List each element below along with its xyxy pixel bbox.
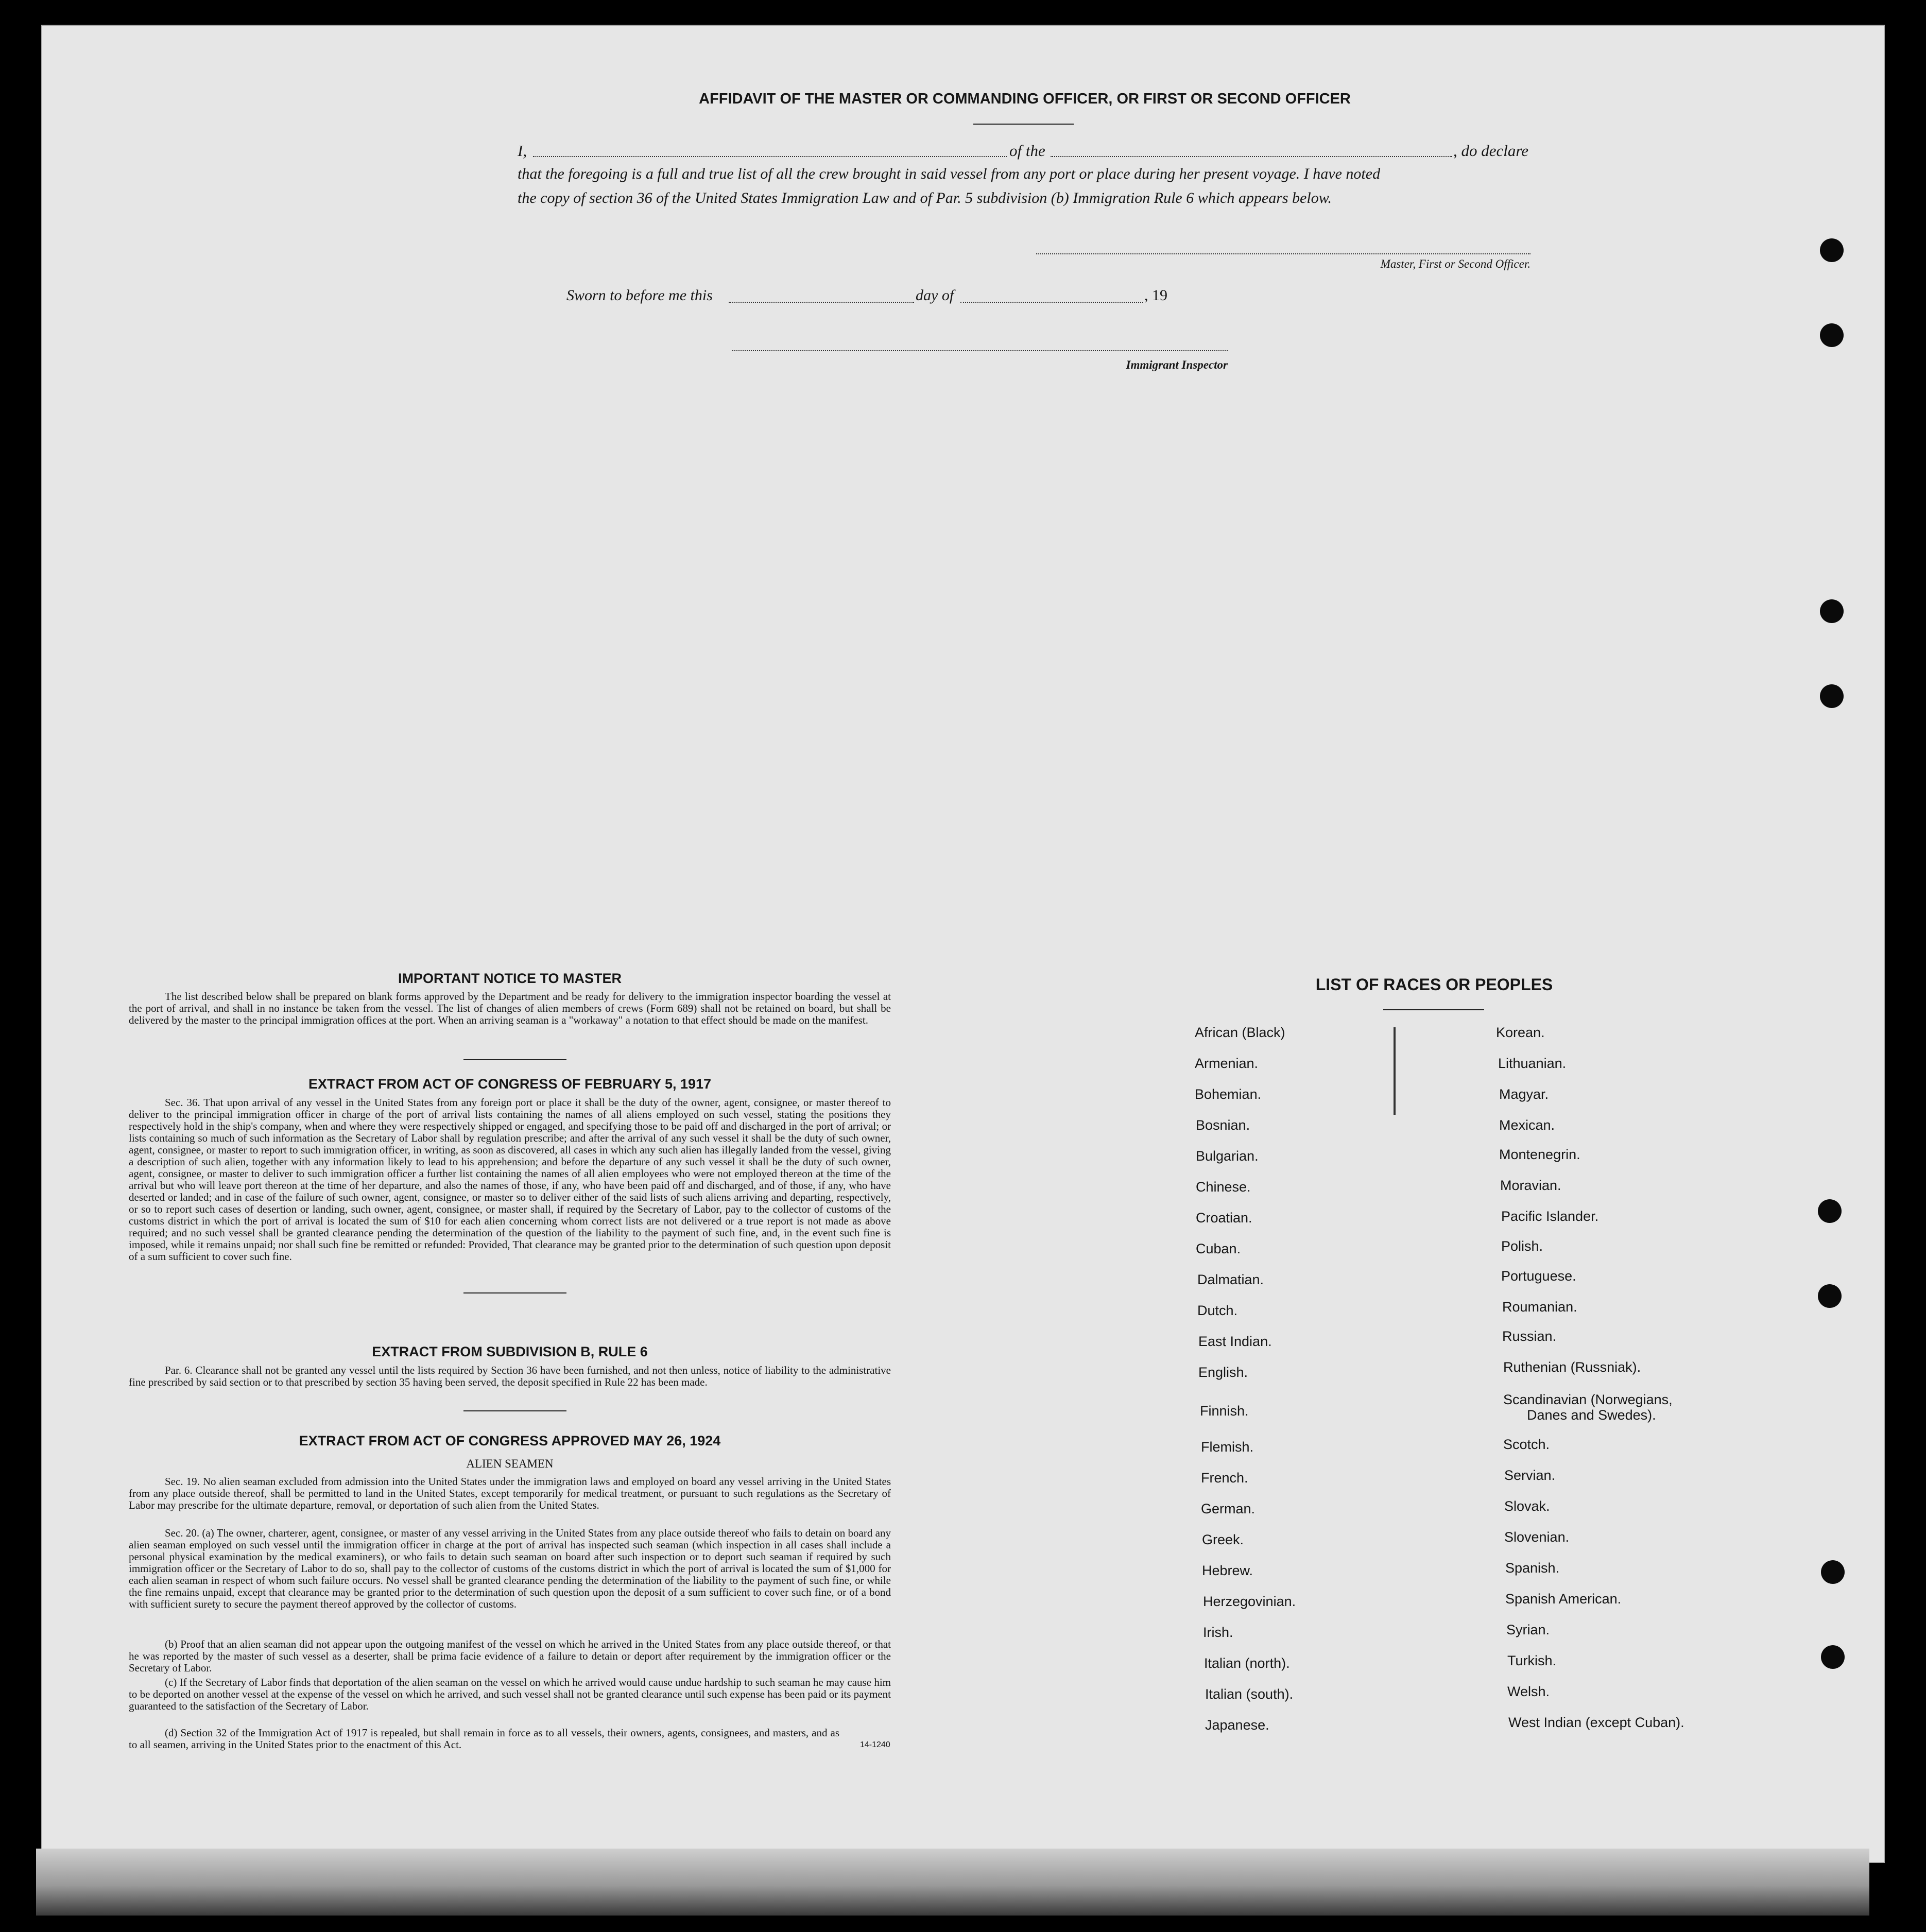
race-item: Servian. xyxy=(1504,1468,1556,1483)
race-item: Slovak. xyxy=(1504,1498,1550,1514)
race-item: Russian. xyxy=(1502,1329,1557,1344)
race-item: Armenian. xyxy=(1195,1056,1259,1071)
race-item: Syrian. xyxy=(1506,1622,1550,1637)
race-item: Flemish. xyxy=(1201,1439,1254,1455)
race-item: Danes and Swedes). xyxy=(1527,1407,1656,1423)
punch-hole xyxy=(1818,1199,1842,1223)
affidavit-i-label: I, xyxy=(518,142,527,160)
master-signature-line[interactable] xyxy=(1036,253,1531,254)
races-title: LIST OF RACES OR PEOPLES xyxy=(1315,975,1553,994)
extract-1924-sec-20b: (b) Proof that an alien seaman did not appear upon the outgoing manifest of the vessel on which he arrived in the United States from any place outside thereof, or that he was reported by the master of such vessel as a deserter, shall be prima facie evidence of a failure to detain or deport after requirement by the immigration officer or the Secretary of Labor. xyxy=(129,1638,891,1674)
extract-1917-body: Sec. 36. That upon arrival of any vessel in the United States from any foreign port or place it shall be the duty of the owner, agent, consignee, or master thereof to deliver to the principal immigration officer in charge of the port of arrival lists containing the names of all aliens employed on such vessel, stating the positions they respectively hold in the ship's company, when and where they were respectively shipped or engaged, and specifying those to be paid off and discharged in the port of arrival; or lists containing so much of such information as the Secretary of Labor shall by regulation prescribe; and after the arrival of any such vessel it shall be the duty of such owner, agent, consignee, or master to report to such immigration officer, in writing, as soon as discovered, all cases in which any such alien has illegally landed from the vessel, giving a description of such alien, together with any information likely to lead to his apprehension; and before the departure of any such vessel it shall be the duty of such owner, agent, consignee, or master to deliver to such immigration officer a further list containing the names of all alien employees who were not employed thereon at the time of the arrival but who will leave port thereon at the time of her departure, and also the names of those, if any, who have been paid off and discharged, and of those, if any, who have deserted or landed; and in case of the failure of such owner, agent, consignee, or master so to deliver either of the said lists of such aliens arriving and departing, respectively, or so to report such cases of desertion or landing, such owner, agent, consignee, or master shall, if required by the Secretary of Labor, pay to the collector of customs of the customs district in which the port of arrival is located the sum of $10 for each alien concerning whom correct lists are not delivered or a true report is not made as above required; and no such vessel shall be granted clearance pending the determination of the question of the liability to the payment of such fine, and, in the event such fine is imposed, while it remains unpaid; nor shall such fine be remitted or refunded: Provided, That clearance may be granted prior to the determination of such question upon deposit of a sum sufficient to cover such fine. xyxy=(129,1096,891,1263)
race-item: Magyar. xyxy=(1499,1086,1549,1102)
inspector-caption: Immigrant Inspector xyxy=(1126,358,1228,371)
race-item: Bulgarian. xyxy=(1196,1148,1259,1164)
divider xyxy=(463,1292,566,1293)
rule-6-body: Par. 6. Clearance shall not be granted any vessel until the lists required by Section 36 have been furnished, and not then unless, notice of liability to the administrative fine prescribed by said section or to that prescribed by section 35 having been served, the deposit specified in Rule 22 has been made. xyxy=(129,1364,891,1388)
race-item: Dutch. xyxy=(1197,1303,1238,1318)
race-item: Scotch. xyxy=(1503,1437,1550,1452)
divider xyxy=(1383,1009,1484,1010)
race-item: Lithuanian. xyxy=(1498,1056,1567,1071)
race-item: Japanese. xyxy=(1205,1717,1269,1733)
divider xyxy=(463,1410,566,1411)
race-item: Moravian. xyxy=(1500,1178,1561,1193)
punch-hole xyxy=(1820,684,1844,708)
officer-name-line[interactable] xyxy=(533,156,1007,157)
punch-hole xyxy=(1820,599,1844,623)
race-item: Finnish. xyxy=(1200,1403,1249,1419)
extract-1924-sec-19: Sec. 19. No alien seaman excluded from admission into the United States under the immigration laws and employed on board any vessel arriving in the United States from any place outside thereof, shall be permitted to land in the United States, except temporarily for medical treatment, or pursuant to such regulations as the Secretary of Labor may prescribe for the ultimate departure, removal, or deportation of such alien from the United States. xyxy=(129,1475,891,1511)
affidavit-title: AFFIDAVIT OF THE MASTER OR COMMANDING OFFICER, OR FIRST OR SECOND OFFICER xyxy=(699,91,1351,107)
race-item: Dalmatian. xyxy=(1197,1272,1264,1287)
race-item: Korean. xyxy=(1496,1025,1545,1040)
race-item: German. xyxy=(1201,1501,1256,1516)
race-item: Italian (north). xyxy=(1204,1655,1290,1671)
race-item: Turkish. xyxy=(1507,1653,1557,1668)
alien-seamen-subtitle: ALIEN SEAMEN xyxy=(466,1457,554,1470)
extract-1924-sec-20a: Sec. 20. (a) The owner, charterer, agent, consignee, or master of any vessel arriving in the United States from any place outside thereof who fails to detain on board any alien seaman employed on such vessel until the immigration officer in charge at the port of arrival has inspected such seaman (which inspection in all cases shall include a personal physical examination by the medical examiners), or who fails to detain such seaman on board after such inspection or to deport such seaman if required by such immigration officer or the Secretary of Labor to do so, shall pay to the collector of customs of the customs district in which the port of arrival is located the sum of $1,000 for each alien seaman in respect of whom such failure occurs. No vessel shall be granted clearance pending the determination of the liability to the payment of such fine, or while the fine remains unpaid, except that clearance may be granted prior to the determination of such question upon the deposit of a sum sufficient to cover such fine, or of a bond with sufficient surety to secure the payment thereof approved by the collector of customs. xyxy=(129,1527,891,1610)
race-item: English. xyxy=(1198,1365,1248,1380)
race-item: Scandinavian (Norwegians, xyxy=(1503,1392,1673,1407)
punch-hole xyxy=(1818,1284,1842,1308)
race-item: Bosnian. xyxy=(1196,1117,1250,1133)
race-item: Mexican. xyxy=(1499,1117,1555,1133)
inspector-signature-line[interactable] xyxy=(732,350,1228,351)
affidavit-of-the-label: of the xyxy=(1009,142,1045,160)
race-item: Bohemian. xyxy=(1195,1086,1262,1102)
notice-title: IMPORTANT NOTICE TO MASTER xyxy=(398,971,622,986)
race-item: French. xyxy=(1201,1470,1248,1486)
race-item: Pacific Islander. xyxy=(1501,1209,1599,1224)
race-item: Hebrew. xyxy=(1202,1563,1253,1578)
affidavit-line-2: that the foregoing is a full and true list of all the crew brought in said vessel from any port or place during her present voyage. I have noted xyxy=(518,165,1381,182)
divider xyxy=(463,1059,566,1060)
race-item: Chinese. xyxy=(1196,1179,1251,1195)
punch-hole xyxy=(1821,1560,1845,1584)
column-separator xyxy=(1394,1027,1396,1115)
master-caption: Master, First or Second Officer. xyxy=(1380,257,1531,270)
race-item: West Indian (except Cuban). xyxy=(1508,1715,1684,1730)
race-item: Ruthenian (Russniak). xyxy=(1503,1359,1641,1375)
race-item: African (Black) xyxy=(1195,1025,1285,1040)
affidavit-line-3: the copy of section 36 of the United States Immigration Law and of Par. 5 subdivision (b) Immigration Rule 6 which appears below. xyxy=(518,189,1332,206)
affidavit-declare-label: , do declare xyxy=(1453,142,1529,160)
race-item: Irish. xyxy=(1203,1625,1233,1640)
sworn-date-line[interactable] xyxy=(729,302,914,303)
race-item: Greek. xyxy=(1202,1532,1244,1547)
extract-1917-title: EXTRACT FROM ACT OF CONGRESS OF FEBRUARY 5, 1917 xyxy=(308,1076,712,1092)
race-item: Portuguese. xyxy=(1501,1268,1576,1284)
race-item: Croatian. xyxy=(1196,1210,1252,1226)
sworn-label: Sworn to before me this xyxy=(566,287,713,304)
extract-1924-sec-20d: (d) Section 32 of the Immigration Act of 1917 is repealed, but shall remain in force as to all vessels, their owners, agents, consignees, and masters, and as to all seamen, arriving in the United States prior to the enactment of this Act. xyxy=(129,1727,839,1751)
form-number: 14-1240 xyxy=(860,1740,890,1749)
sworn-month-line[interactable] xyxy=(960,302,1143,303)
punch-hole xyxy=(1821,1645,1845,1669)
race-item: Spanish. xyxy=(1505,1560,1560,1576)
race-item: Herzegovinian. xyxy=(1203,1594,1296,1609)
year-label: , 19 xyxy=(1144,287,1167,304)
vessel-name-line[interactable] xyxy=(1051,156,1452,157)
race-item: East Indian. xyxy=(1198,1334,1272,1349)
race-item: Slovenian. xyxy=(1504,1529,1570,1545)
rule-6-title: EXTRACT FROM SUBDIVISION B, RULE 6 xyxy=(372,1344,648,1359)
race-item: Spanish American. xyxy=(1505,1591,1622,1607)
race-item: Montenegrin. xyxy=(1499,1147,1580,1162)
day-of-label: day of xyxy=(916,287,954,304)
race-item: Roumanian. xyxy=(1502,1299,1577,1315)
extract-1924-title: EXTRACT FROM ACT OF CONGRESS APPROVED MAY 26, 1924 xyxy=(299,1433,721,1448)
page-edge-strip xyxy=(36,1849,1869,1916)
race-item: Polish. xyxy=(1501,1238,1543,1254)
punch-hole xyxy=(1820,323,1844,347)
divider xyxy=(973,124,1074,125)
race-item: Welsh. xyxy=(1507,1684,1550,1699)
punch-hole xyxy=(1820,238,1844,262)
notice-body: The list described below shall be prepared on blank forms approved by the Department and be ready for delivery to the immigration inspector boarding the vessel at the port of arrival, and shall in no instance be taken from the vessel. The list of changes of alien members of crews (Form 689) shall not be retained on board, but shall be delivered by the master to the principal immigration offices at the port. When an arriving seaman is a "workaway" a notation to that effect should be made on the manifest. xyxy=(129,990,891,1026)
race-item: Cuban. xyxy=(1196,1241,1241,1256)
extract-1924-sec-20c: (c) If the Secretary of Labor finds that deportation of the alien seaman on the vessel on which he arrived would cause undue hardship to such seaman he may cause him to be deported on another vessel at the expense of the vessel on which he arrived, and such vessel shall not be granted clearance until such expense has been paid or its payment guaranteed to the satisfaction of the Secretary of Labor. xyxy=(129,1676,891,1712)
race-item: Italian (south). xyxy=(1205,1686,1294,1702)
